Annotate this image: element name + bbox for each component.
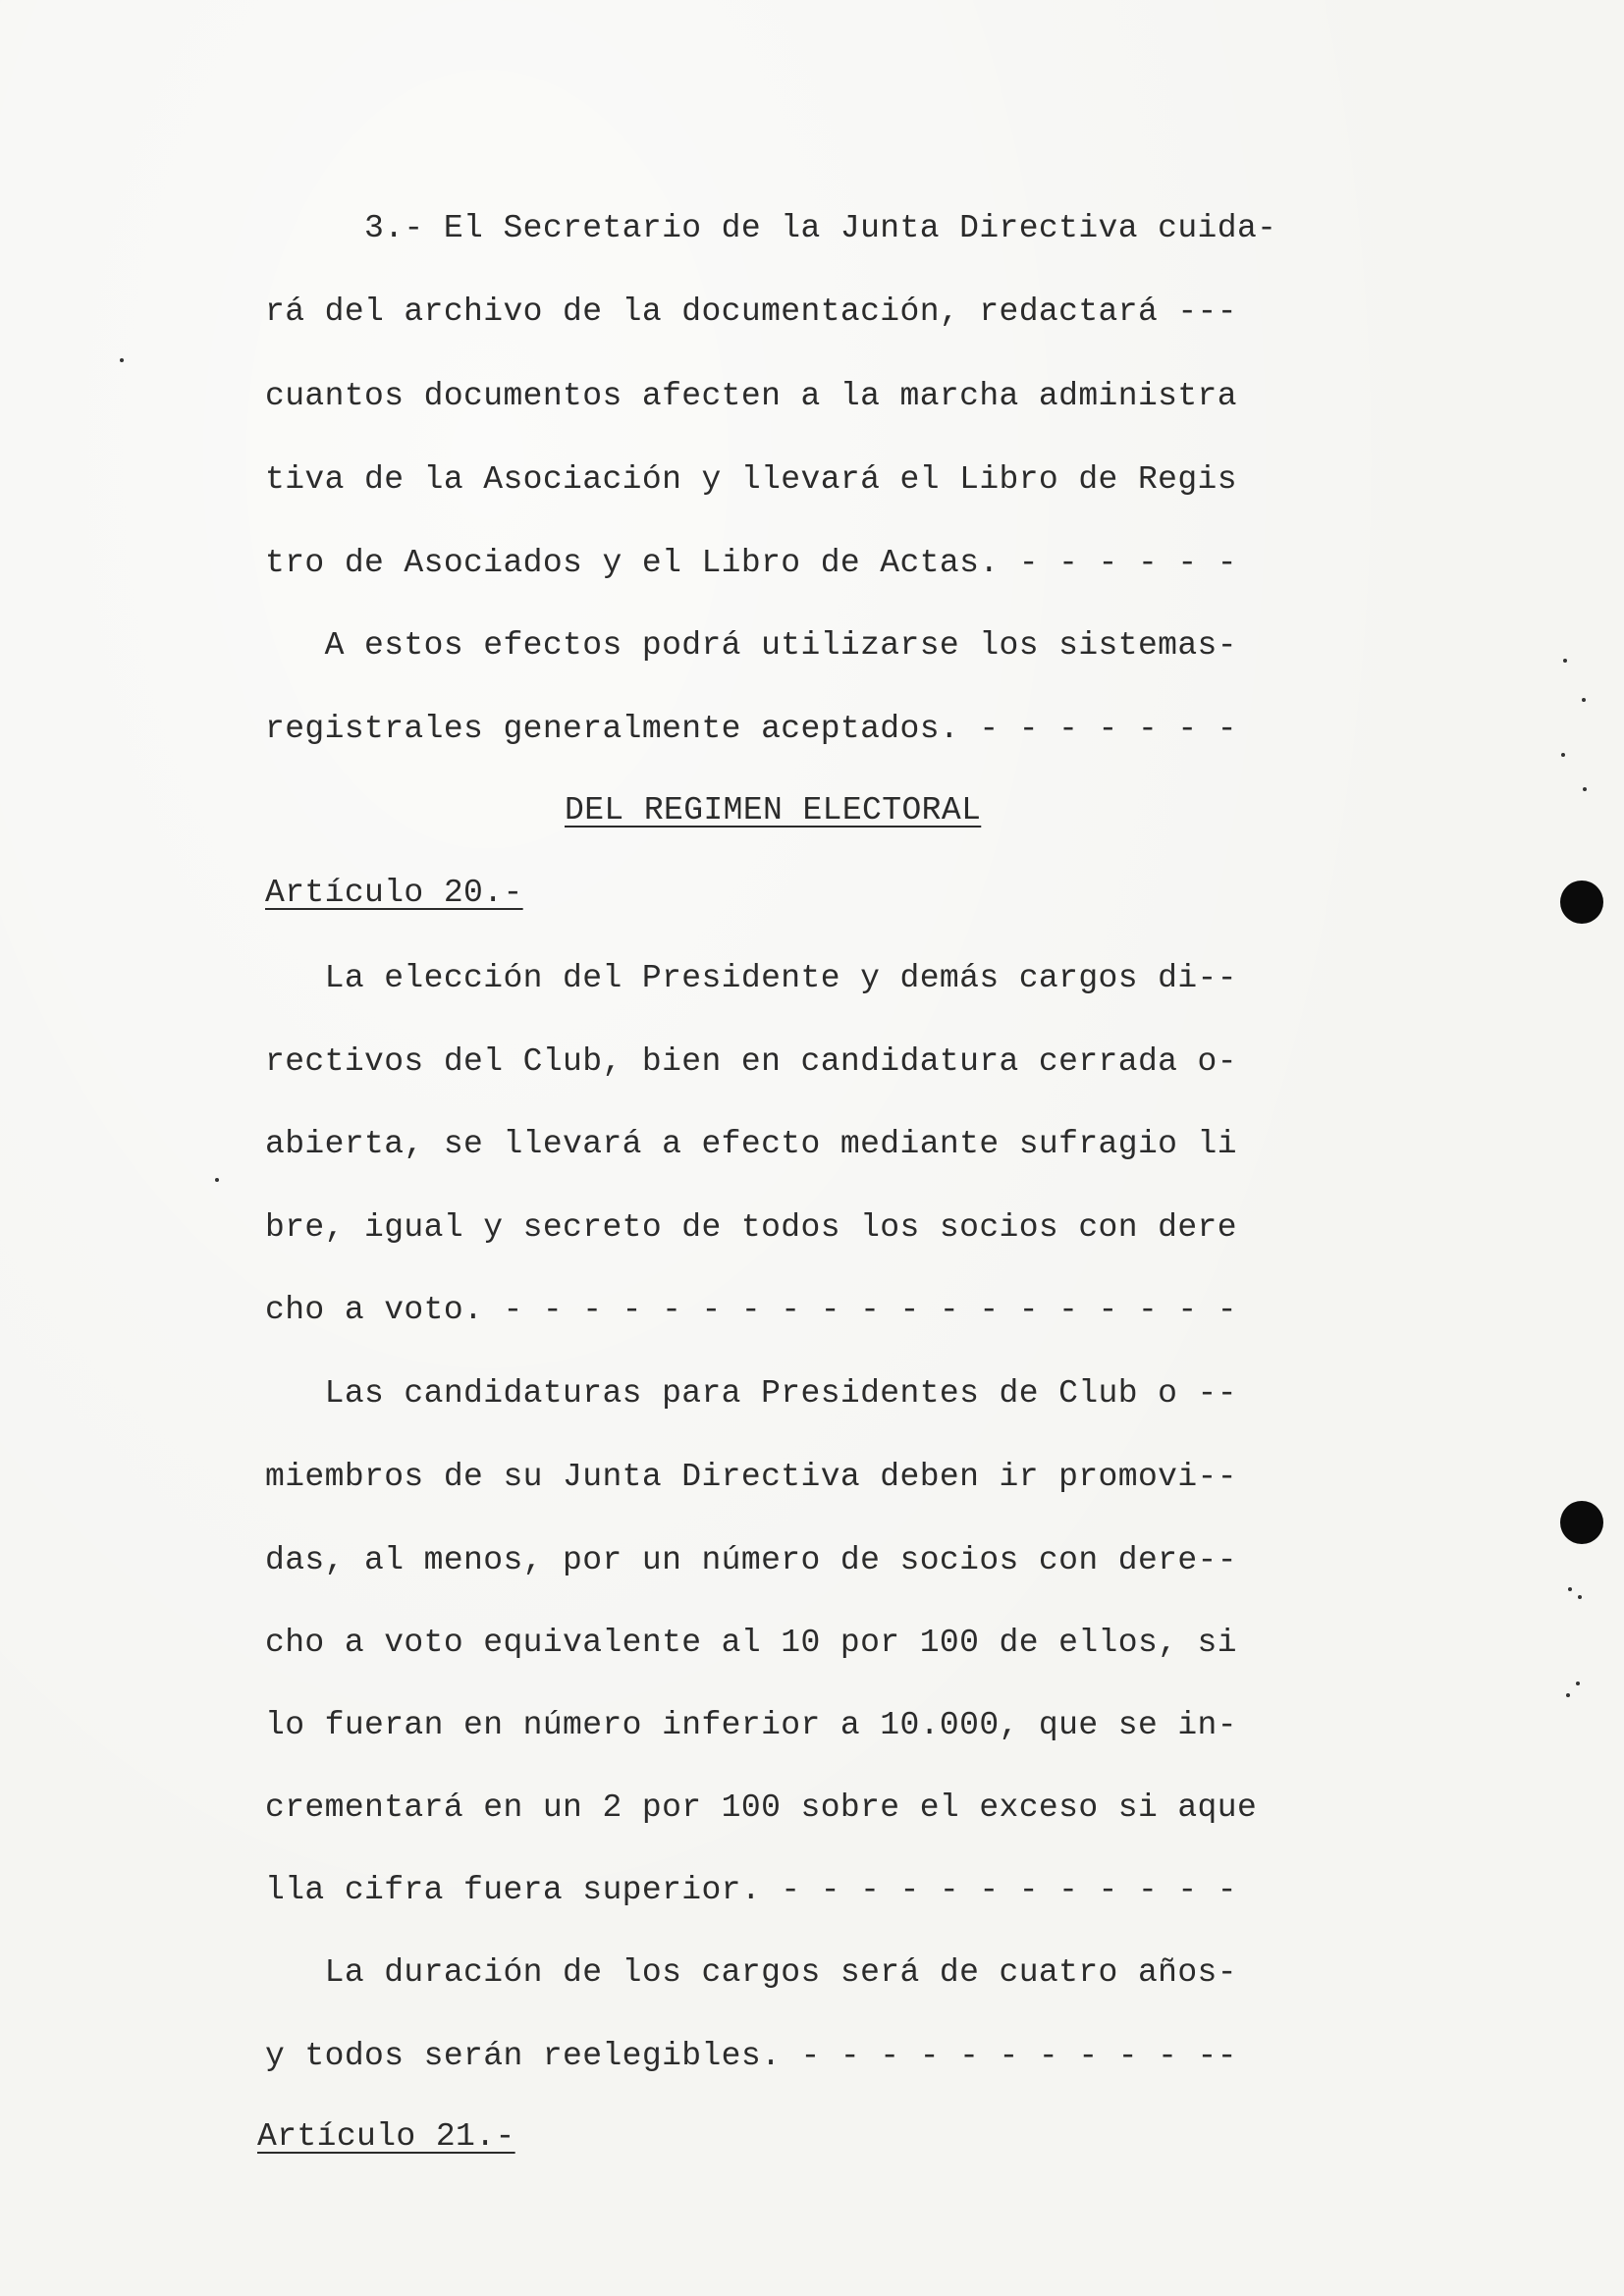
text-line: registrales generalmente aceptados. - - - - - - - xyxy=(265,711,1237,747)
scan-speck xyxy=(1582,698,1586,702)
scan-speck xyxy=(215,1178,219,1182)
text-line: tiva de la Asociación y llevará el Libro de Regis xyxy=(265,461,1237,498)
text-line: miembros de su Junta Directiva deben ir promovi-- xyxy=(265,1459,1237,1495)
text-line: abierta, se llevará a efecto mediante sufragio li xyxy=(265,1126,1237,1162)
article-heading: Artículo 21.- xyxy=(257,2118,515,2155)
text-line: La duración de los cargos será de cuatro años- xyxy=(265,1954,1237,1991)
text-line: bre, igual y secreto de todos los socios con dere xyxy=(265,1209,1237,1246)
text-line: 3.- El Secretario de la Junta Directiva cuida- xyxy=(265,210,1277,246)
scan-speck xyxy=(120,358,124,362)
scan-speck xyxy=(1566,1693,1570,1697)
article-heading: Artículo 20.- xyxy=(265,875,523,911)
text-line: rá del archivo de la documentación, redactará --- xyxy=(265,294,1237,330)
text-line: rectivos del Club, bien en candidatura cerrada o- xyxy=(265,1043,1237,1080)
text-line: cuantos documentos afecten a la marcha administra xyxy=(265,378,1237,414)
text-line: Las candidaturas para Presidentes de Club o -- xyxy=(265,1375,1237,1412)
text-line: cho a voto equivalente al 10 por 100 de ellos, si xyxy=(265,1625,1237,1661)
scan-speck xyxy=(1576,1682,1580,1685)
text-line: cho a voto. - - - - - - - - - - - - - - - - - - - xyxy=(265,1292,1237,1328)
section-heading: DEL REGIMEN ELECTORAL xyxy=(565,792,982,828)
text-line: La elección del Presidente y demás cargos di-- xyxy=(265,960,1237,996)
punch-hole xyxy=(1560,881,1603,924)
scan-speck xyxy=(1568,1587,1572,1591)
text-line: tro de Asociados y el Libro de Actas. - - - - - - xyxy=(265,545,1237,581)
punch-hole xyxy=(1560,1501,1603,1544)
scan-speck xyxy=(1563,659,1567,663)
scan-speck xyxy=(1561,753,1565,757)
text-line: lo fueran en número inferior a 10.000, que se in- xyxy=(265,1707,1237,1743)
text-line: y todos serán reelegibles. - - - - - - - - - - -- xyxy=(265,2038,1237,2074)
text-line: das, al menos, por un número de socios con dere-- xyxy=(265,1542,1237,1578)
text-line: lla cifra fuera superior. - - - - - - - - - - - - xyxy=(265,1872,1237,1908)
text-line: A estos efectos podrá utilizarse los sistemas- xyxy=(265,627,1237,664)
scan-speck xyxy=(1583,787,1587,791)
text-line: crementará en un 2 por 100 sobre el exceso si aque xyxy=(265,1789,1258,1826)
scan-speck xyxy=(1578,1595,1582,1599)
